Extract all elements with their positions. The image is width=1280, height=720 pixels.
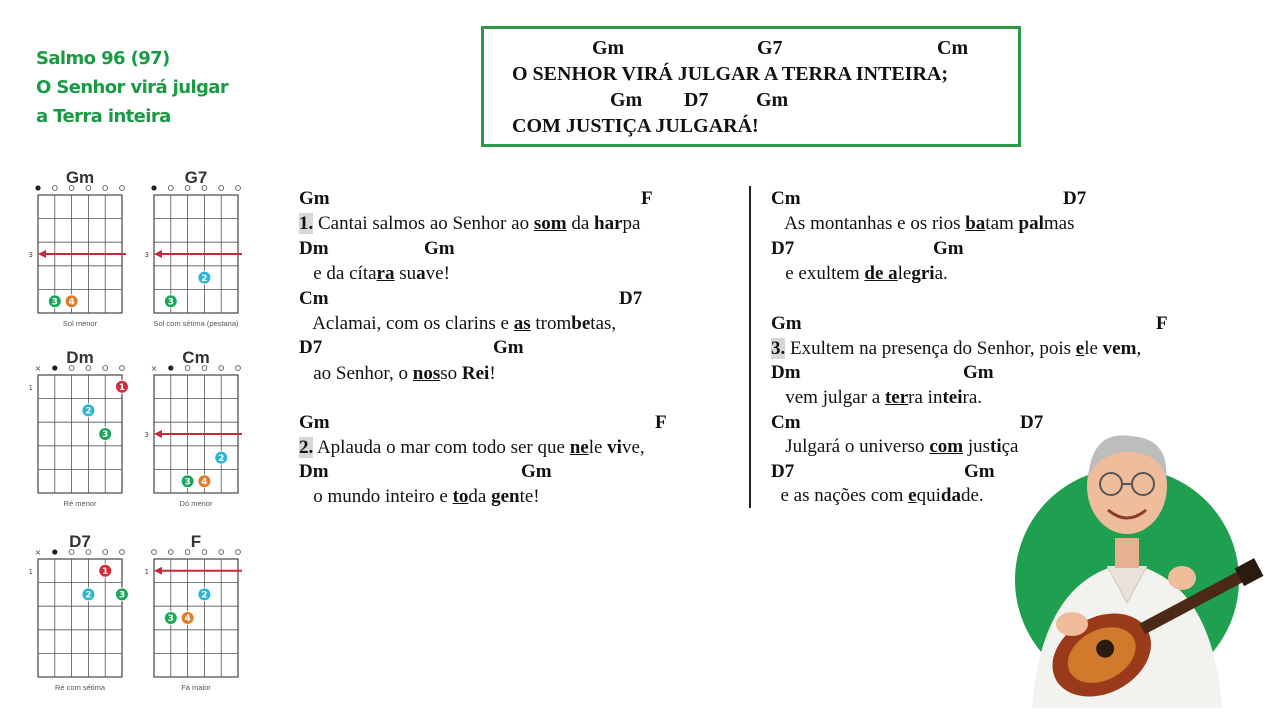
finger-number: 3 bbox=[51, 297, 58, 308]
stressed-syllable: ra bbox=[376, 263, 395, 284]
fret-number: 3 bbox=[144, 431, 149, 439]
chord-symbol: D7 bbox=[299, 337, 323, 358]
lyric-text: vem julgar a bbox=[771, 387, 885, 408]
finger-number: 2 bbox=[85, 406, 92, 417]
tonic-syllable: gen bbox=[491, 486, 520, 507]
chord-caption: Ré menor bbox=[63, 499, 97, 508]
chord-symbol: Dm bbox=[299, 461, 329, 482]
psalm-title-line-2: O Senhor virá julgar bbox=[36, 77, 229, 98]
tonic-syllable: har bbox=[594, 213, 623, 234]
lyric-line bbox=[299, 486, 540, 508]
fret-number: 1 bbox=[28, 383, 33, 392]
refrain-lyric-1: O SENHOR VIRÁ JULGAR A TERRA INTEIRA; bbox=[512, 63, 949, 85]
lyric-text: ve, bbox=[621, 437, 645, 458]
lyric-line bbox=[771, 213, 1075, 235]
chord-symbol: F bbox=[655, 412, 667, 433]
chord-symbol: F bbox=[641, 188, 653, 209]
tonic-syllable: ti bbox=[990, 436, 1002, 457]
lyric-text: , bbox=[1136, 338, 1142, 359]
chord-name: G7 bbox=[184, 168, 208, 187]
verse-number: 2. bbox=[299, 437, 314, 458]
tonic-syllable: vi bbox=[607, 437, 622, 458]
fret-number: 1 bbox=[28, 567, 33, 576]
finger-number: 2 bbox=[201, 273, 208, 284]
column-divider bbox=[749, 186, 751, 508]
lyric-text: ra. bbox=[962, 387, 983, 408]
lyric-text: pa bbox=[622, 213, 641, 234]
chord-diagram bbox=[30, 532, 140, 682]
open-string-marker bbox=[120, 550, 125, 555]
stressed-syllable: as bbox=[513, 313, 531, 334]
chord-name: F bbox=[190, 532, 202, 551]
finger-number: 2 bbox=[218, 453, 225, 464]
chord-name: Dm bbox=[66, 348, 94, 367]
psalm-title-line-3: a Terra inteira bbox=[36, 106, 171, 127]
chord-symbol: Gm bbox=[424, 238, 455, 259]
finger-number: 3 bbox=[167, 614, 174, 625]
stressed-syllable: ne bbox=[569, 437, 589, 458]
lyric-line bbox=[771, 263, 948, 285]
stressed-syllable: com bbox=[929, 436, 964, 457]
chord-chart-g7 bbox=[146, 168, 256, 333]
open-string-marker bbox=[69, 186, 74, 191]
open-string-marker bbox=[120, 186, 125, 191]
chord-chart-d7 bbox=[30, 532, 140, 697]
open-string-marker bbox=[168, 550, 173, 555]
barre-arrow bbox=[38, 250, 46, 258]
open-string-marker bbox=[202, 550, 207, 555]
chord-symbol: D7 bbox=[771, 238, 795, 259]
chord-symbol: Cm bbox=[299, 288, 329, 309]
stressed-syllable: som bbox=[533, 213, 567, 234]
open-string-marker bbox=[202, 366, 207, 371]
lyric-line bbox=[299, 263, 450, 285]
barre-arrow bbox=[154, 430, 162, 438]
open-string-marker bbox=[202, 186, 207, 191]
lyric-text: e exultem bbox=[771, 263, 865, 284]
stressed-syllable: ba bbox=[965, 213, 986, 234]
chord-symbol: Gm bbox=[299, 412, 330, 433]
chord-symbol: Cm bbox=[771, 412, 801, 433]
lyric-text: ça bbox=[1001, 436, 1019, 457]
finger-number: 3 bbox=[118, 590, 126, 601]
fret-number: 1 bbox=[144, 567, 149, 576]
chord-diagram bbox=[146, 348, 256, 498]
lyric-text: e as nações com bbox=[771, 485, 909, 506]
finger-number: 1 bbox=[102, 567, 109, 577]
chord-symbol: D7 bbox=[1063, 188, 1087, 209]
refrain-chord: D7 bbox=[684, 89, 709, 111]
open-string-marker bbox=[168, 186, 173, 191]
refrain-chord: Gm bbox=[592, 37, 625, 59]
open-string-marker bbox=[236, 366, 241, 371]
open-string-marker bbox=[86, 366, 91, 371]
lyric-text: ! bbox=[489, 363, 496, 384]
chord-symbol: Gm bbox=[521, 461, 552, 482]
psalm-title-line-1: Salmo 96 (97) bbox=[36, 48, 170, 69]
stressed-syllable: nos bbox=[412, 363, 441, 384]
lyric-text: tas, bbox=[590, 313, 617, 334]
psalm-title bbox=[36, 44, 266, 131]
lyric-text: te! bbox=[519, 486, 540, 507]
open-string-marker bbox=[103, 550, 108, 555]
chord-caption: Fá maior bbox=[181, 683, 211, 692]
tonic-syllable: tei bbox=[942, 387, 963, 408]
chord-symbol: F bbox=[1156, 313, 1168, 334]
root-dot bbox=[151, 185, 156, 190]
finger-number: 4 bbox=[68, 297, 75, 308]
lyric-text: da bbox=[566, 213, 594, 234]
finger-number: 4 bbox=[184, 614, 191, 625]
tonic-syllable: Rei bbox=[461, 363, 490, 384]
root-dot bbox=[52, 549, 57, 554]
lyric-line bbox=[771, 436, 1019, 458]
open-string-marker bbox=[185, 550, 190, 555]
open-string-marker bbox=[86, 186, 91, 191]
chord-symbol: Gm bbox=[933, 238, 964, 259]
open-string-marker bbox=[219, 366, 224, 371]
chord-diagram bbox=[146, 532, 256, 682]
lyric-text: Cantai salmos ao Senhor ao bbox=[313, 213, 534, 234]
fret-number: 3 bbox=[144, 251, 149, 259]
chord-name: D7 bbox=[69, 532, 91, 551]
muted-string-marker: × bbox=[150, 364, 158, 373]
finger-number: 1 bbox=[118, 383, 126, 393]
stressed-syllable: e bbox=[908, 485, 917, 506]
open-string-marker bbox=[69, 366, 74, 371]
refrain-lyric-2: COM JUSTIÇA JULGARÁ! bbox=[512, 115, 759, 137]
tonic-syllable: be bbox=[571, 313, 591, 334]
lyric-text: Exultem na presença do Senhor, pois bbox=[785, 338, 1076, 359]
chord-diagram bbox=[30, 348, 140, 498]
lyric-text: le bbox=[1084, 338, 1103, 359]
lyric-line bbox=[771, 338, 1141, 360]
tonic-syllable: vem bbox=[1102, 338, 1137, 359]
chord-symbol: Dm bbox=[299, 238, 329, 259]
open-string-marker bbox=[120, 366, 125, 371]
refrain-box bbox=[481, 26, 1021, 147]
open-string-marker bbox=[236, 550, 241, 555]
muted-string-marker: × bbox=[34, 364, 42, 373]
open-string-marker bbox=[69, 550, 74, 555]
chord-chart-gm bbox=[30, 168, 140, 333]
lyric-text: da bbox=[468, 486, 492, 507]
open-string-marker bbox=[103, 186, 108, 191]
stressed-syllable: e bbox=[1075, 338, 1085, 359]
lyric-line bbox=[299, 313, 616, 335]
chord-symbol: Gm bbox=[299, 188, 330, 209]
chord-symbol: Gm bbox=[493, 337, 524, 358]
finger-number: 3 bbox=[184, 477, 191, 488]
lyric-text: ve! bbox=[425, 263, 450, 284]
refrain-chord: Gm bbox=[610, 89, 643, 111]
lyric-text: trom bbox=[530, 313, 572, 334]
verses-left-column bbox=[299, 188, 739, 518]
tonic-syllable: pal bbox=[1018, 213, 1044, 234]
chord-name: Cm bbox=[182, 348, 210, 367]
verse-number: 1. bbox=[299, 213, 314, 234]
chord-symbol: D7 bbox=[771, 461, 795, 482]
chord-symbol: Cm bbox=[771, 188, 801, 209]
stressed-syllable: de a bbox=[864, 263, 898, 284]
lyric-text: jus bbox=[963, 436, 991, 457]
lyric-line bbox=[299, 213, 640, 235]
lyric-line bbox=[771, 485, 984, 507]
barre-arrow bbox=[154, 250, 162, 258]
lyric-text: tam bbox=[985, 213, 1019, 234]
refrain-chord: Cm bbox=[937, 37, 969, 59]
chord-symbol: Gm bbox=[963, 362, 994, 383]
refrain-chord: G7 bbox=[757, 37, 783, 59]
open-string-marker bbox=[219, 550, 224, 555]
lyric-line bbox=[771, 387, 982, 409]
open-string-marker bbox=[219, 186, 224, 191]
tonic-syllable: gri bbox=[911, 263, 935, 284]
verse-number: 3. bbox=[771, 338, 786, 359]
tonic-syllable: a bbox=[416, 263, 426, 284]
chord-diagram bbox=[30, 168, 140, 318]
chord-symbol: Gm bbox=[964, 461, 995, 482]
chord-caption: Ré com sétima bbox=[54, 683, 105, 692]
lyric-text: As montanhas e os rios bbox=[771, 213, 966, 234]
open-string-marker bbox=[236, 186, 241, 191]
lyric-text: Aclamai, com os clarins e bbox=[299, 313, 514, 334]
stressed-syllable: ter bbox=[884, 387, 909, 408]
chord-symbol: Gm bbox=[771, 313, 802, 334]
finger-number: 3 bbox=[102, 430, 109, 441]
finger-number: 4 bbox=[201, 477, 208, 488]
chord-chart-cm bbox=[146, 348, 256, 513]
guitarist-illustration bbox=[1012, 428, 1242, 708]
chord-name: Gm bbox=[65, 168, 95, 187]
lyric-text: ao Senhor, o bbox=[299, 363, 413, 384]
lyric-text: a. bbox=[934, 263, 948, 284]
barre-arrow bbox=[154, 567, 162, 575]
open-string-marker bbox=[52, 186, 57, 191]
lyric-text: Aplauda o mar com todo ser que bbox=[313, 437, 570, 458]
chord-symbol: Dm bbox=[771, 362, 801, 383]
open-string-marker bbox=[152, 550, 157, 555]
refrain-chord: Gm bbox=[756, 89, 789, 111]
chord-symbol: D7 bbox=[1020, 412, 1044, 433]
lyric-text: e da cíta bbox=[299, 263, 377, 284]
lyric-text: so bbox=[440, 363, 462, 384]
root-dot bbox=[168, 365, 173, 370]
lyric-text: qui bbox=[916, 485, 941, 506]
lyric-text: su bbox=[394, 263, 417, 284]
chord-symbol: D7 bbox=[619, 288, 643, 309]
chord-caption: Dó menor bbox=[179, 499, 213, 508]
finger-number: 2 bbox=[201, 590, 208, 601]
fretboard bbox=[38, 559, 122, 677]
chord-caption: Sol menor bbox=[62, 319, 98, 328]
tonic-syllable: da bbox=[940, 485, 961, 506]
stressed-syllable: to bbox=[452, 486, 469, 507]
fret-number: 3 bbox=[28, 251, 33, 259]
lyric-text: le bbox=[897, 263, 912, 284]
lyric-text: ra in bbox=[908, 387, 943, 408]
open-string-marker bbox=[185, 366, 190, 371]
lyric-text: le bbox=[588, 437, 608, 458]
finger-number: 3 bbox=[167, 297, 174, 308]
root-dot bbox=[35, 185, 40, 190]
open-string-marker bbox=[185, 186, 190, 191]
open-string-marker bbox=[86, 550, 91, 555]
open-string-marker bbox=[103, 366, 108, 371]
lyric-text: Julgará o universo bbox=[771, 436, 930, 457]
lyric-text: de. bbox=[960, 485, 984, 506]
muted-string-marker: × bbox=[34, 548, 42, 557]
root-dot bbox=[52, 365, 57, 370]
chord-chart-dm bbox=[30, 348, 140, 513]
lyric-text: mas bbox=[1043, 213, 1075, 234]
finger-number: 2 bbox=[85, 590, 92, 601]
lyric-line bbox=[299, 437, 645, 459]
chord-chart-f bbox=[146, 532, 256, 697]
lyric-line bbox=[299, 363, 496, 385]
chord-caption: Sol com sétima (pestana) bbox=[153, 319, 239, 328]
chord-diagram bbox=[146, 168, 256, 318]
lyric-text: o mundo inteiro e bbox=[299, 486, 453, 507]
